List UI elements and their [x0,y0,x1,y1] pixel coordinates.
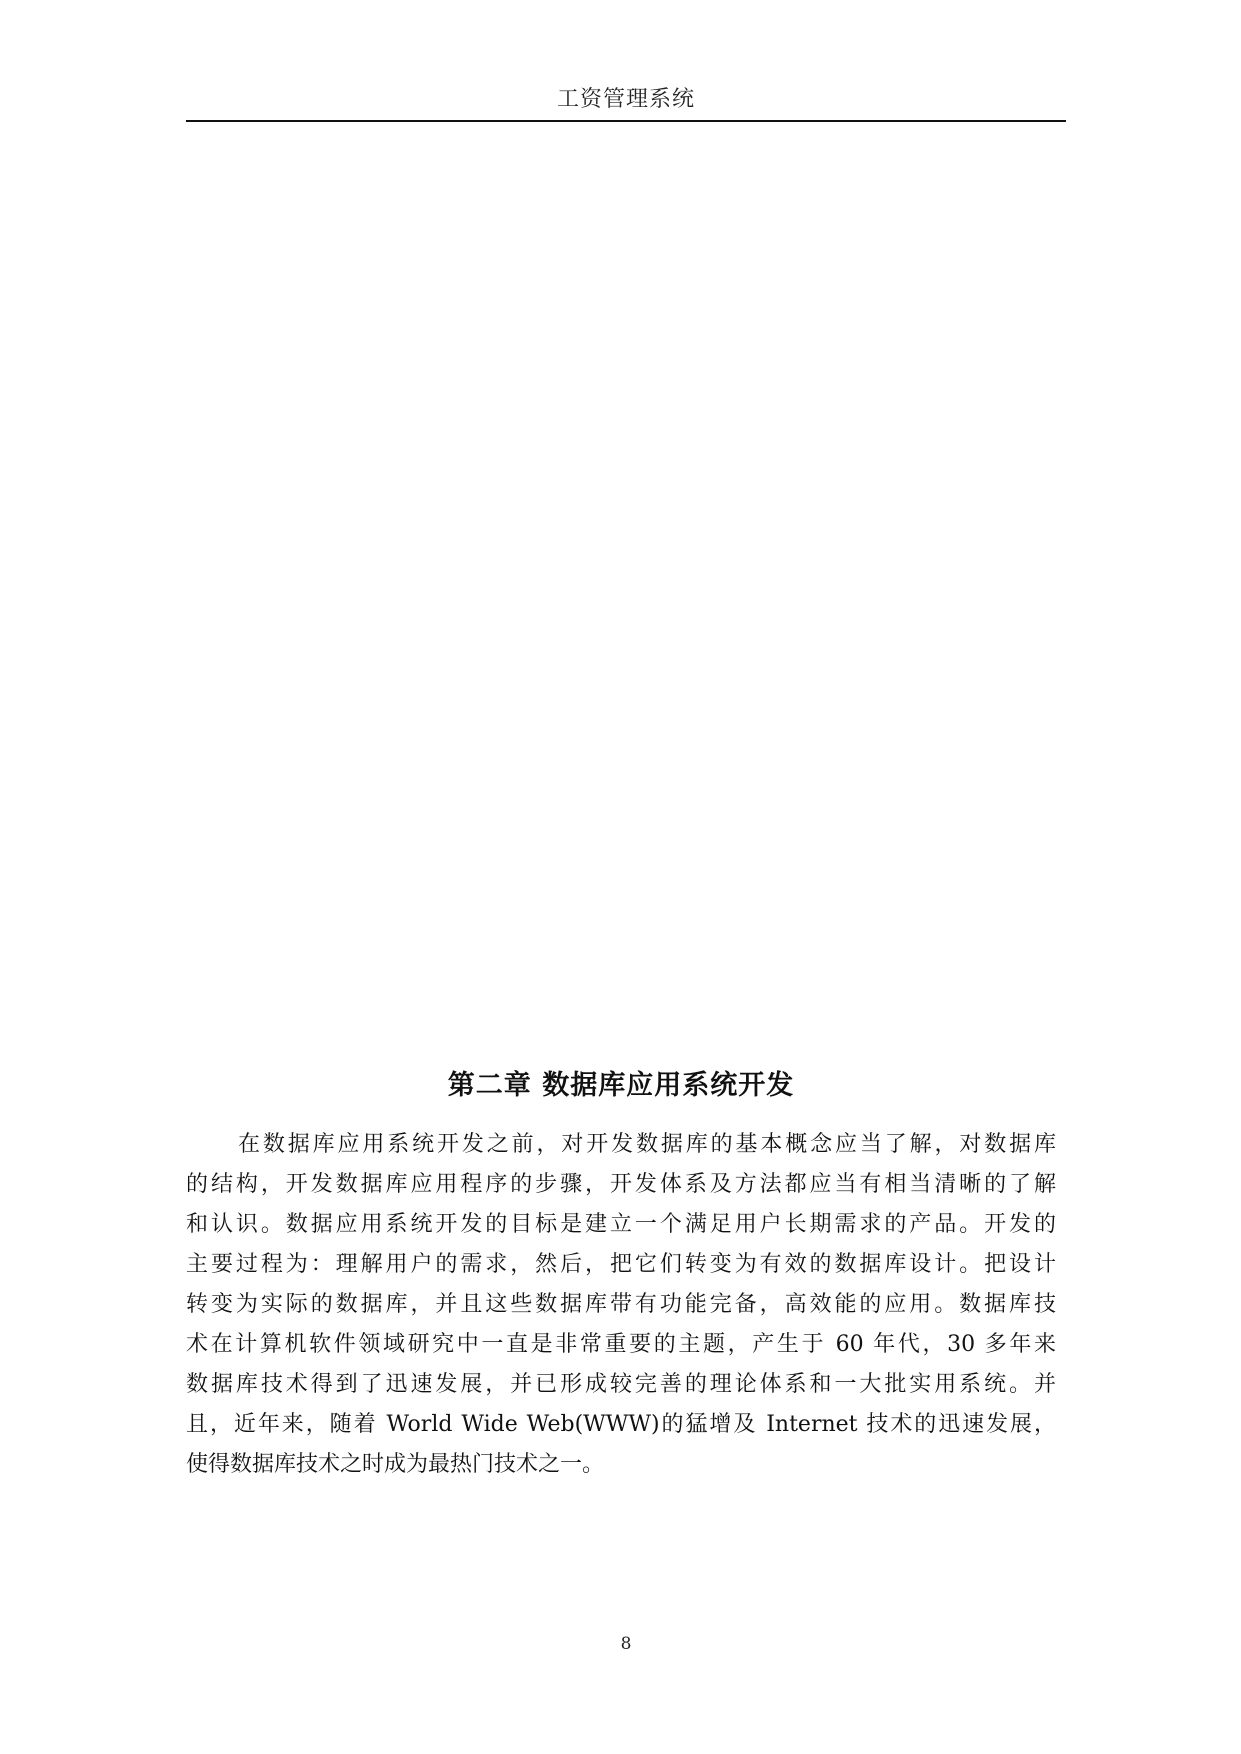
running-header: 工资管理系统 [556,87,695,112]
paragraph-line: 且，近年来，随着 World Wide Web(WWW)的猛增及 Internet 技术的迅速发展， [186,1412,1056,1437]
body-paragraph [186,1125,1056,1485]
paragraph-line: 数据库技术得到了迅速发展，并已形成较完善的理论体系和一大批实用系统。并 [186,1372,1056,1397]
paragraph-line: 术在计算机软件领域研究中一直是非常重要的主题，产生于 60 年代，30 多年来 [186,1332,1056,1357]
paragraph-line: 和认识。数据应用系统开发的目标是建立一个满足用户长期需求的产品。开发的 [186,1212,1056,1237]
header-rule [186,120,1066,122]
paragraph-line: 在数据库应用系统开发之前，对开发数据库的基本概念应当了解，对数据库 [238,1132,1056,1157]
paragraph-line: 使得数据库技术之时成为最热门技术之一。 [186,1452,605,1477]
paragraph-line: 主要过程为：理解用户的需求，然后，把它们转变为有效的数据库设计。把设计 [186,1252,1056,1277]
paragraph-line: 的结构，开发数据库应用程序的步骤，开发体系及方法都应当有相当清晰的了解 [186,1172,1056,1197]
paragraph-line: 转变为实际的数据库，并且这些数据库带有功能完备，高效能的应用。数据库技 [186,1292,1056,1317]
chapter-title: 第二章 数据库应用系统开发 [447,1070,795,1101]
page-number: 8 [620,1634,632,1654]
